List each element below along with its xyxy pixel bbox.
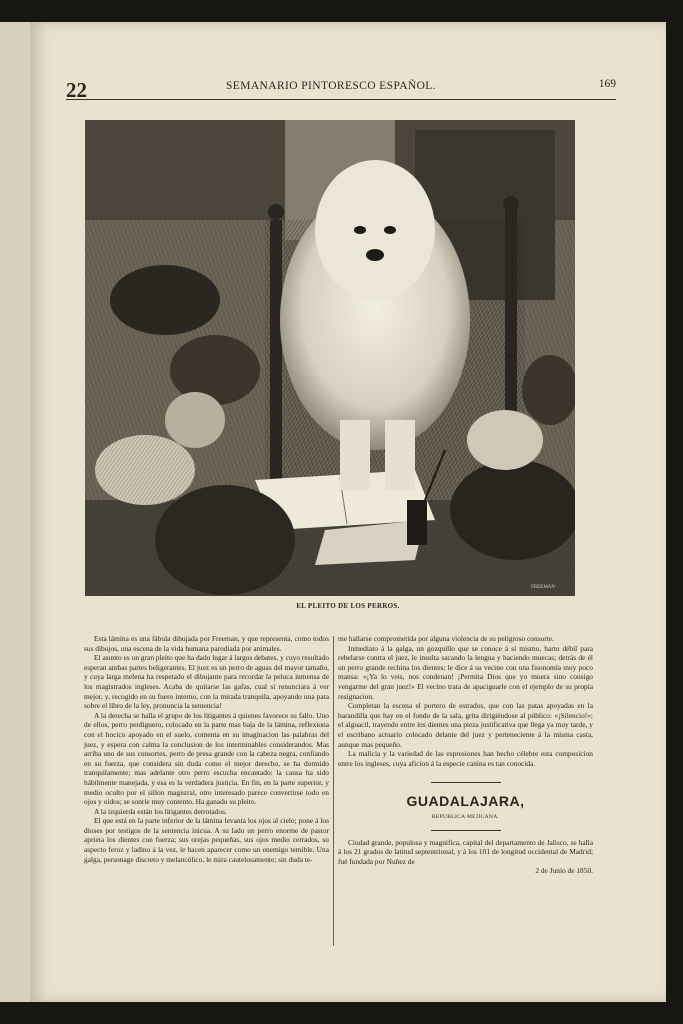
article-right-column (338, 634, 593, 876)
paragraph: Completan la escena el portero de estrados, que con las patas apoyadas en la barandilla que hay en el fondo de la sala, grita dirigiéndose al público: «¡Silencio!»; el alguacil, trayendo entre los dientes una pieza justificativa que llega ya muy tarde, y el escribano actuario colocado delante del juez y perteneciente á la misma casta, aunque mas pequeño. (338, 701, 593, 749)
facing-page-edge (0, 22, 31, 1002)
section-heading: GUADALAJARA, (406, 793, 525, 810)
illustration-caption: EL PLEITO DE LOS PERROS. (296, 602, 400, 610)
article-date: 2 de Junio de 1850. (535, 866, 593, 876)
paragraph: A la derecha se halla el grupo de los litigantes á quienes favorece su fallo. Uno de ellos, perro perdiguero, colocado en la parte mas baja de la lámina, reflexiona con el hocico apoyado en el suelo, comenta en su imaginacion las palabras del juez, y espera con calma la conclusion de los interminables considerandos. Mas arriba uno de sus consortes, perro de presa grande con la cabeza negra, confiando en su fuerza, que considera sin duda como el mejor derecho, se ha dormido tranquilamente; mas adelante otro perro escucha encantado: la causa ha sido hábilmente manejada, y esa es la verdadera justicia. En fin, en la parte superior, y medio oculto por el sillon magistral, otro interesado parece convertirse todo en ojos y oidos; se sonrie muy contento. Ha ganado su pleito. (84, 710, 329, 807)
section-rule (431, 782, 501, 783)
page-number: 22 (66, 78, 87, 102)
paragraph: Ciudad grande, populosa y magnifica, capital del departamento de Jalisco, se halla á los 21 grados de latitud septentrional, y á los 101 de longitud occidental de Madrid; fué fundada por Nuñez de (338, 837, 593, 866)
paragraph: me hallarse comprometida por alguna violencia de su peligroso consorte. (338, 634, 554, 643)
section-subheading: REPUBLICA MEJICANA. (431, 813, 500, 820)
publication-title: SEMANARIO PINTORESCO ESPAÑOL. (226, 80, 437, 92)
paragraph: Esta lámina es una fábula dibujada por Freeman, y que representa, como todos sus dibujos, una escena de la vida humana parodiada por animales. (84, 634, 329, 653)
magazine-page (30, 22, 666, 1002)
engraver-signature: FREEMAN (531, 585, 555, 590)
paragraph: A la izquierda están los litigantes derrotados. (94, 806, 227, 816)
paragraph: La malicia y la variedad de las espresiones han hecho célebre esta composicion entre los ingleses, cuya aficion á la especie canina es tan conocida. (338, 749, 593, 768)
section-rule (431, 830, 501, 831)
article-left-column (84, 634, 329, 864)
engraving-illustration (85, 120, 575, 596)
scan-edge (0, 0, 52, 14)
paragraph: El asunto es un gran pleito que ha dado lugar á largos debates, y cuyo resultado esperan ambas partes beligerantes. El juez es un perro de aguas del mayor tamaño, y cuya larga melena ha respetado el dibujante para recordar la peluca inmensa de los magistrados ingleses. Acaba de quitarse las gafas, cual si renunciara á ver mejor, y, recogido en su fuero interno, con la mirada tranquila, apoyando una pata sobre el libro de la ley, pronuncia la sentencia! (84, 653, 329, 711)
header-rule (66, 99, 616, 100)
running-header (66, 72, 616, 102)
paragraph: El que está en la parte inferior de la lámina levanta los ojos al cielo; pone á los dioses por testigos de la sentencia inicua. A su lado un perro enorme de pastor aprieta los dientes con fuerza; sus orejas pequeñas, sus ojos medio cerrados, su aspecto feroz y ladino á la vez, le hacen aparecer como un enemigo temible. Una galga, personage discreto y melancólico, le mira cautelosamente; sin duda te- (84, 816, 329, 864)
sheet-number: 169 (598, 78, 616, 90)
paragraph: Inmediato á la galga, un gozquillo que se conoce á sí mismo, harto débil para rebelarse contra el juez, le insulta sacando la lengua y haciendo muecas; detrás de él un perro grande rechina los dientes; le dice á su vecino con una fisonomía muy poco mansa: «¡Ya lo veis, nos condenan! ¡Permita Dios que yo muera sino consigo vengarme del gran juez!» El vecino trata de apaciguarle con el ejemplo de su propia resignacion. (338, 643, 593, 701)
column-divider (333, 636, 334, 946)
